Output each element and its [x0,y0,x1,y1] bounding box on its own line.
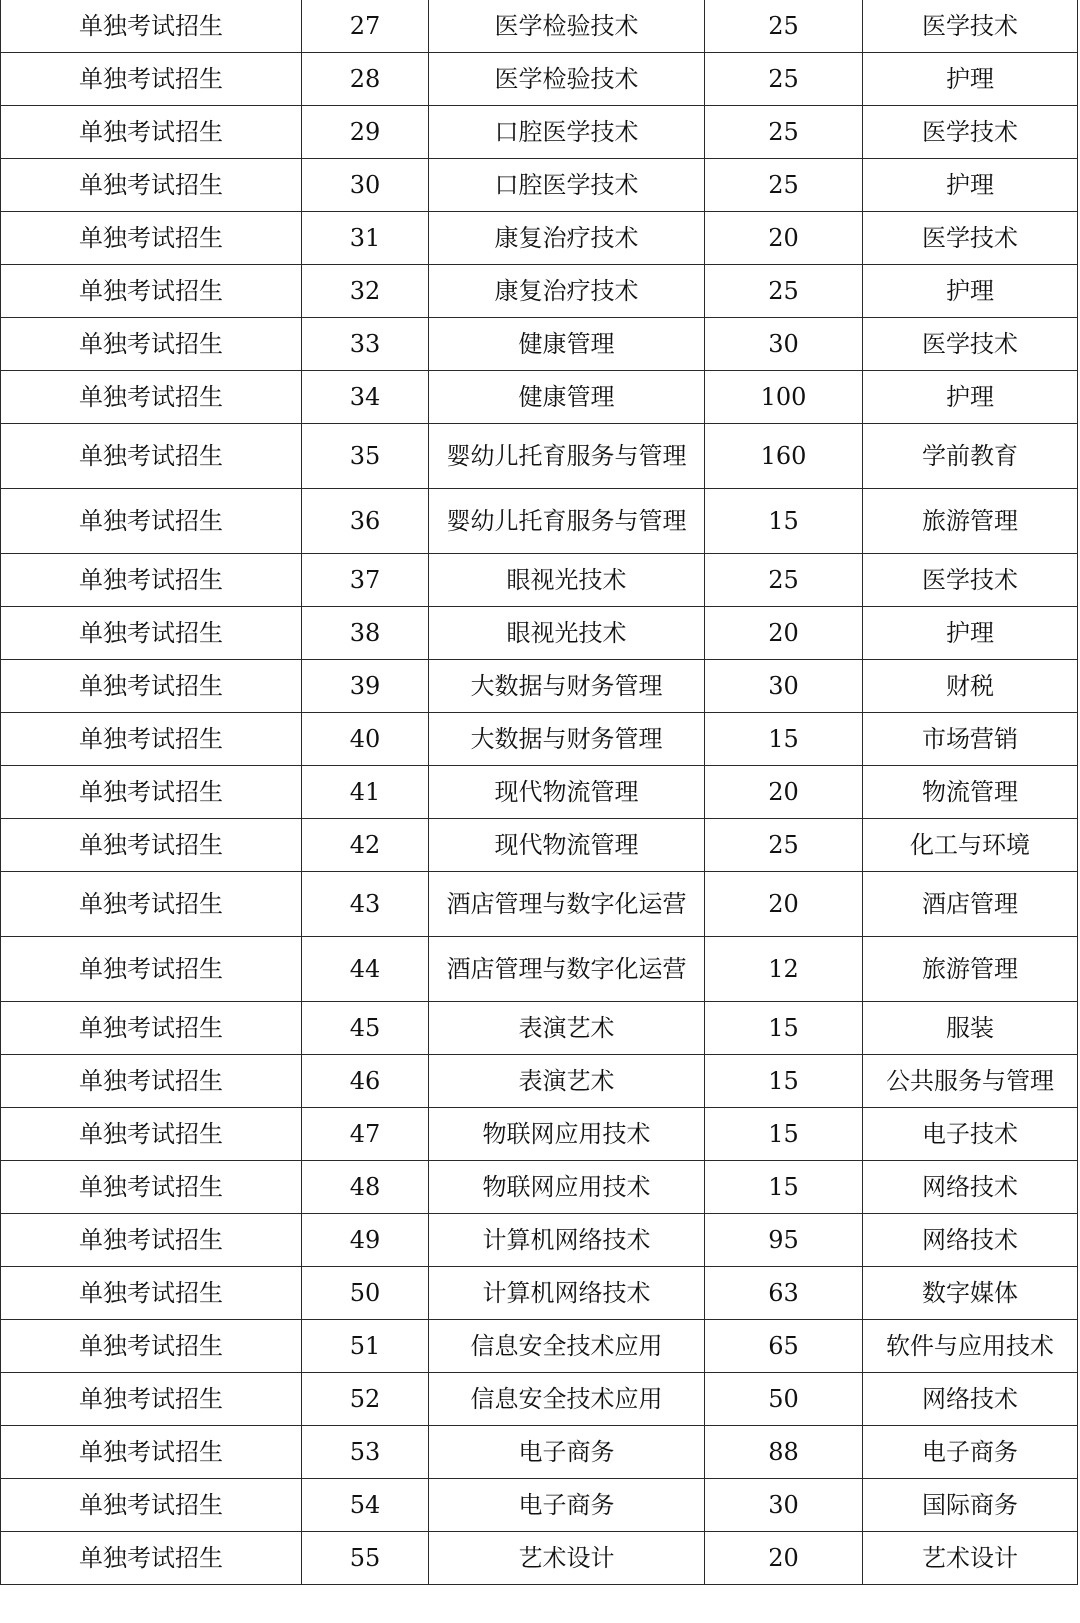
table-row [1,819,1078,872]
row-number-cell: 53 [302,1426,429,1479]
table-row [1,1373,1078,1426]
major-cell: 酒店管理与数字化运营 [429,937,705,1002]
table-row [1,1055,1078,1108]
quota-cell: 25 [705,106,863,159]
category-cell: 市场营销 [863,713,1078,766]
table-row [1,937,1078,1002]
table-body [1,0,1078,1585]
category-cell: 化工与环境 [863,819,1078,872]
quota-cell: 30 [705,1479,863,1532]
category-cell: 医学技术 [863,554,1078,607]
quota-cell: 20 [705,766,863,819]
table-row [1,159,1078,212]
category-cell: 医学技术 [863,318,1078,371]
row-number-cell: 51 [302,1320,429,1373]
admission-type-cell: 单独考试招生 [1,489,302,554]
major-cell: 信息安全技术应用 [429,1373,705,1426]
admission-type-cell: 单独考试招生 [1,660,302,713]
admission-type-cell: 单独考试招生 [1,1214,302,1267]
table-row [1,212,1078,265]
category-cell: 医学技术 [863,0,1078,53]
admission-type-cell: 单独考试招生 [1,1373,302,1426]
major-cell: 现代物流管理 [429,819,705,872]
admission-type-cell: 单独考试招生 [1,1267,302,1320]
category-cell: 旅游管理 [863,489,1078,554]
category-cell: 医学技术 [863,106,1078,159]
major-cell: 眼视光技术 [429,607,705,660]
category-cell: 电子技术 [863,1108,1078,1161]
major-cell: 口腔医学技术 [429,159,705,212]
quota-cell: 15 [705,1161,863,1214]
quota-cell: 15 [705,489,863,554]
row-number-cell: 54 [302,1479,429,1532]
quota-cell: 30 [705,318,863,371]
row-number-cell: 55 [302,1532,429,1585]
major-cell: 婴幼儿托育服务与管理 [429,489,705,554]
major-cell: 口腔医学技术 [429,106,705,159]
category-cell: 网络技术 [863,1214,1078,1267]
table-row [1,424,1078,489]
quota-cell: 50 [705,1373,863,1426]
major-cell: 艺术设计 [429,1532,705,1585]
admission-type-cell: 单独考试招生 [1,937,302,1002]
major-cell: 康复治疗技术 [429,265,705,318]
quota-cell: 20 [705,607,863,660]
row-number-cell: 41 [302,766,429,819]
category-cell: 国际商务 [863,1479,1078,1532]
major-cell: 信息安全技术应用 [429,1320,705,1373]
quota-cell: 65 [705,1320,863,1373]
table-row [1,713,1078,766]
row-number-cell: 47 [302,1108,429,1161]
category-cell: 服装 [863,1002,1078,1055]
category-cell: 酒店管理 [863,872,1078,937]
row-number-cell: 28 [302,53,429,106]
row-number-cell: 30 [302,159,429,212]
admission-type-cell: 单独考试招生 [1,106,302,159]
admission-type-cell: 单独考试招生 [1,872,302,937]
table-row [1,53,1078,106]
table-row [1,318,1078,371]
quota-cell: 25 [705,819,863,872]
admission-type-cell: 单独考试招生 [1,53,302,106]
major-cell: 康复治疗技术 [429,212,705,265]
category-cell: 电子商务 [863,1426,1078,1479]
category-cell: 数字媒体 [863,1267,1078,1320]
admission-type-cell: 单独考试招生 [1,1426,302,1479]
row-number-cell: 39 [302,660,429,713]
quota-cell: 25 [705,0,863,53]
category-cell: 公共服务与管理 [863,1055,1078,1108]
admission-type-cell: 单独考试招生 [1,819,302,872]
admission-type-cell: 单独考试招生 [1,159,302,212]
quota-cell: 100 [705,371,863,424]
category-cell: 网络技术 [863,1161,1078,1214]
admission-type-cell: 单独考试招生 [1,265,302,318]
admission-type-cell: 单独考试招生 [1,1320,302,1373]
admission-type-cell: 单独考试招生 [1,713,302,766]
row-number-cell: 44 [302,937,429,1002]
admission-type-cell: 单独考试招生 [1,1532,302,1585]
quota-cell: 25 [705,159,863,212]
row-number-cell: 31 [302,212,429,265]
major-cell: 婴幼儿托育服务与管理 [429,424,705,489]
row-number-cell: 50 [302,1267,429,1320]
category-cell: 护理 [863,265,1078,318]
row-number-cell: 42 [302,819,429,872]
table-row [1,1161,1078,1214]
major-cell: 物联网应用技术 [429,1108,705,1161]
major-cell: 酒店管理与数字化运营 [429,872,705,937]
admission-type-cell: 单独考试招生 [1,424,302,489]
table-row [1,106,1078,159]
category-cell: 护理 [863,159,1078,212]
row-number-cell: 29 [302,106,429,159]
major-cell: 医学检验技术 [429,0,705,53]
quota-cell: 15 [705,1055,863,1108]
row-number-cell: 46 [302,1055,429,1108]
table-row [1,660,1078,713]
table-row [1,0,1078,53]
quota-cell: 25 [705,265,863,318]
row-number-cell: 40 [302,713,429,766]
major-cell: 表演艺术 [429,1055,705,1108]
admission-type-cell: 单独考试招生 [1,554,302,607]
admission-type-cell: 单独考试招生 [1,371,302,424]
table-row [1,371,1078,424]
category-cell: 艺术设计 [863,1532,1078,1585]
row-number-cell: 43 [302,872,429,937]
row-number-cell: 33 [302,318,429,371]
category-cell: 旅游管理 [863,937,1078,1002]
quota-cell: 25 [705,53,863,106]
quota-cell: 25 [705,554,863,607]
category-cell: 护理 [863,371,1078,424]
table-row [1,265,1078,318]
quota-cell: 63 [705,1267,863,1320]
table-row [1,1267,1078,1320]
admission-type-cell: 单独考试招生 [1,1055,302,1108]
row-number-cell: 27 [302,0,429,53]
quota-cell: 160 [705,424,863,489]
quota-cell: 15 [705,713,863,766]
table-row [1,1214,1078,1267]
quota-cell: 12 [705,937,863,1002]
category-cell: 财税 [863,660,1078,713]
major-cell: 计算机网络技术 [429,1214,705,1267]
major-cell: 表演艺术 [429,1002,705,1055]
table-row [1,607,1078,660]
table-row [1,1532,1078,1585]
row-number-cell: 45 [302,1002,429,1055]
admission-type-cell: 单独考试招生 [1,1002,302,1055]
row-number-cell: 34 [302,371,429,424]
table-row [1,872,1078,937]
admission-type-cell: 单独考试招生 [1,1479,302,1532]
category-cell: 学前教育 [863,424,1078,489]
quota-cell: 88 [705,1426,863,1479]
quota-cell: 20 [705,872,863,937]
major-cell: 电子商务 [429,1479,705,1532]
admission-type-cell: 单独考试招生 [1,766,302,819]
row-number-cell: 52 [302,1373,429,1426]
major-cell: 眼视光技术 [429,554,705,607]
category-cell: 医学技术 [863,212,1078,265]
row-number-cell: 37 [302,554,429,607]
category-cell: 护理 [863,607,1078,660]
quota-cell: 30 [705,660,863,713]
category-cell: 物流管理 [863,766,1078,819]
row-number-cell: 35 [302,424,429,489]
category-cell: 网络技术 [863,1373,1078,1426]
table-row [1,1108,1078,1161]
category-cell: 护理 [863,53,1078,106]
row-number-cell: 48 [302,1161,429,1214]
admission-type-cell: 单独考试招生 [1,0,302,53]
major-cell: 健康管理 [429,318,705,371]
quota-cell: 15 [705,1002,863,1055]
admission-type-cell: 单独考试招生 [1,607,302,660]
table-row [1,1426,1078,1479]
major-cell: 大数据与财务管理 [429,660,705,713]
admission-type-cell: 单独考试招生 [1,1161,302,1214]
row-number-cell: 49 [302,1214,429,1267]
row-number-cell: 36 [302,489,429,554]
quota-cell: 95 [705,1214,863,1267]
admission-type-cell: 单独考试招生 [1,212,302,265]
quota-cell: 20 [705,1532,863,1585]
major-cell: 大数据与财务管理 [429,713,705,766]
table-row [1,489,1078,554]
major-cell: 医学检验技术 [429,53,705,106]
major-cell: 物联网应用技术 [429,1161,705,1214]
admission-type-cell: 单独考试招生 [1,318,302,371]
category-cell: 软件与应用技术 [863,1320,1078,1373]
table-row [1,1479,1078,1532]
quota-cell: 20 [705,212,863,265]
admission-type-cell: 单独考试招生 [1,1108,302,1161]
table-row [1,554,1078,607]
row-number-cell: 32 [302,265,429,318]
table-row [1,766,1078,819]
major-cell: 现代物流管理 [429,766,705,819]
major-cell: 计算机网络技术 [429,1267,705,1320]
major-cell: 健康管理 [429,371,705,424]
row-number-cell: 38 [302,607,429,660]
table-row [1,1002,1078,1055]
quota-cell: 15 [705,1108,863,1161]
major-cell: 电子商务 [429,1426,705,1479]
table-row [1,1320,1078,1373]
